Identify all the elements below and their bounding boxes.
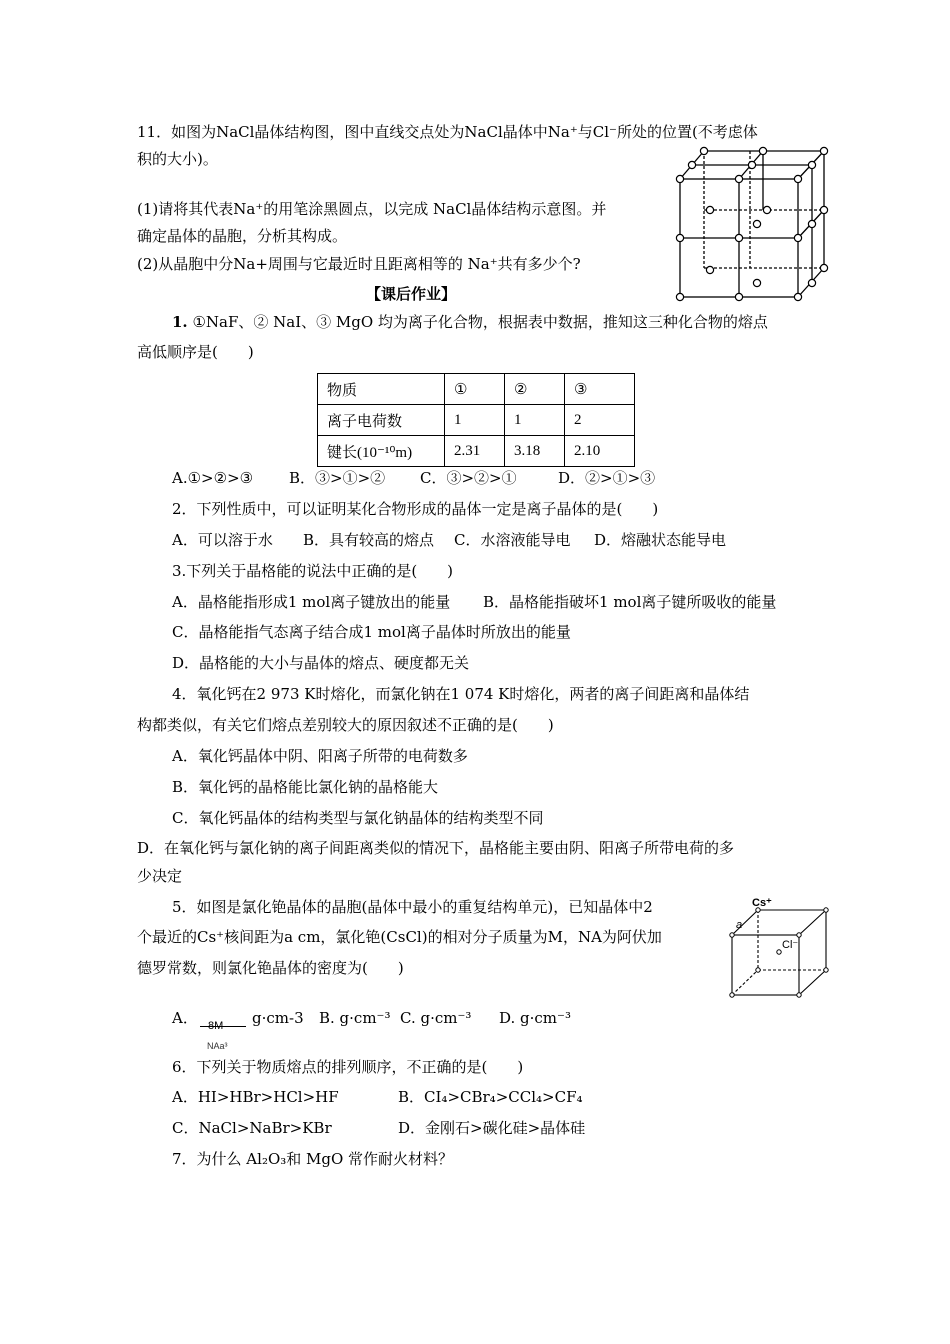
q4-line2: 构都类似，有关它们熔点差别较大的原因叙述不正确的是( ) <box>137 716 554 734</box>
q1-stem: ①NaF、② NaI、③ MgO 均为离子化合物，根据表中数据，推知这三种化合物的熔点 <box>192 313 768 331</box>
fraction-bar <box>200 1026 246 1027</box>
q7-stem: 7．为什么 Al₂O₃和 MgO 常作耐火材料？ <box>172 1150 454 1168</box>
q11-line2: 积的大小)。 <box>137 150 218 168</box>
table-cell: ③ <box>565 374 635 405</box>
q5-option-b: B. g·cm⁻³ <box>319 1009 391 1027</box>
q4-option-d-line2: 少决定 <box>137 867 183 885</box>
q6-option-d: D．金刚石>碳化硅>晶体硅 <box>398 1119 586 1137</box>
q3-option-b: B．晶格能指破坏1 mol离子键所吸收的能量 <box>483 593 777 611</box>
q3-stem: 3.下列关于晶格能的说法中正确的是( ) <box>172 562 454 580</box>
q4-line1: 4．氧化钙在2 973 K时熔化，而氯化钠在1 074 K时熔化，两者的离子间距离和晶体结 <box>172 685 750 703</box>
table-row <box>318 405 635 436</box>
q11-part2: (2)从晶胞中分Na+周围与它最近时且距离相等的 Na⁺共有多少个? <box>137 255 581 273</box>
table-row <box>318 374 635 405</box>
table-cell: 2.31 <box>445 436 505 467</box>
table-row <box>318 436 635 467</box>
table-cell: 键长(10⁻¹⁰m) <box>318 436 445 467</box>
q1-line1 <box>172 312 768 332</box>
q4-option-a: A．氧化钙晶体中阴、阳离子所带的电荷数多 <box>172 747 468 765</box>
table-cell: 离子电荷数 <box>318 405 445 436</box>
q5-fraction-numerator: 8M <box>208 1020 224 1032</box>
q1-option-c: C．③>②>① <box>420 469 517 487</box>
q1-option-d: D．②>①>③ <box>558 469 656 487</box>
q2-option-c: C．水溶液能导电 <box>454 531 571 549</box>
q5-line2: 个最近的Cs⁺核间距为a cm，氯化铯(CsCl)的相对分子质量为M，NA为阿伏加 <box>137 928 662 946</box>
q5-option-a-unit: g·cm-3 <box>252 1009 304 1027</box>
q11-part1-line2: 确定晶体的晶胞，分析其构成。 <box>137 227 348 245</box>
table-cell: ① <box>445 374 505 405</box>
cs-ion-label: Cs⁺ <box>752 897 772 909</box>
table-cell: 1 <box>505 405 565 436</box>
q1-data-table <box>317 373 635 467</box>
q3-option-c: C．晶格能指气态离子结合成1 mol离子晶体时所放出的能量 <box>172 623 571 641</box>
q6-stem: 6．下列关于物质熔点的排列顺序，不正确的是( ) <box>172 1058 524 1076</box>
table-cell: 2 <box>565 405 635 436</box>
q2-option-a: A．可以溶于水 <box>172 531 273 549</box>
q5-line3: 德罗常数，则氯化铯晶体的密度为( ) <box>137 959 404 977</box>
q5-fraction-denominator: NAa³ <box>207 1041 228 1051</box>
q1-option-a: A.①>②>③ <box>172 469 254 487</box>
q4-option-b: B．氧化钙的晶格能比氯化钠的晶格能大 <box>172 778 439 796</box>
q6-option-b: B．CI₄>CBr₄>CCl₄>CF₄ <box>398 1088 583 1106</box>
q6-option-a: A．HI>HBr>HCl>HF <box>172 1088 339 1106</box>
q4-option-c: C．氧化钙晶体的结构类型与氯化钠晶体的结构类型不同 <box>172 809 544 827</box>
cscl-cell-figure <box>724 890 834 1002</box>
table-cell: 1 <box>445 405 505 436</box>
q5-line1: 5．如图是氯化铯晶体的晶胞(晶体中最小的重复结构单元)，已知晶体中2 <box>172 898 653 916</box>
q4-option-d-line1: D．在氧化钙与氯化钠的离子间距离类似的情况下，晶格能主要由阴、阳离子所带电荷的多 <box>137 839 735 857</box>
table-cell: ② <box>505 374 565 405</box>
q11-line1: 11．如图为NaCl晶体结构图，图中直线交点处为NaCl晶体中Na⁺与Cl⁻所处的位置(不考虑体 <box>137 123 758 141</box>
q3-option-a: A．晶格能指形成1 mol离子键放出的能量 <box>172 593 451 611</box>
table-cell: 3.18 <box>505 436 565 467</box>
q3-option-d: D．晶格能的大小与晶体的熔点、硬度都无关 <box>172 654 470 672</box>
q5-option-c: C. g·cm⁻³ <box>400 1009 472 1027</box>
nacl-lattice-figure <box>672 138 842 304</box>
q5-option-d: D. g·cm⁻³ <box>499 1009 571 1027</box>
cl-ion-label: Cl⁻ <box>782 939 799 951</box>
section-title: 【课后作业】 <box>366 285 457 303</box>
q2-option-b: B．具有较高的熔点 <box>303 531 435 549</box>
q1-number: 1. <box>172 313 188 331</box>
q6-option-c: C．NaCl>NaBr>KBr <box>172 1119 332 1137</box>
q11-part1-line1: (1)请将其代表Na⁺的用笔涂黑圆点，以完成 NaCl晶体结构示意图。并 <box>137 200 607 218</box>
q2-option-d: D．熔融状态能导电 <box>594 531 727 549</box>
table-cell: 2.10 <box>565 436 635 467</box>
table-cell: 物质 <box>318 374 445 405</box>
q1-option-b: B．③>①>② <box>289 469 386 487</box>
q5-option-a-label: A． <box>172 1009 198 1027</box>
edge-a-label: a <box>736 919 743 931</box>
q1-line2: 高低顺序是( ) <box>137 343 254 361</box>
q2-stem: 2．下列性质中，可以证明某化合物形成的晶体一定是离子晶体的是( ) <box>172 500 659 518</box>
